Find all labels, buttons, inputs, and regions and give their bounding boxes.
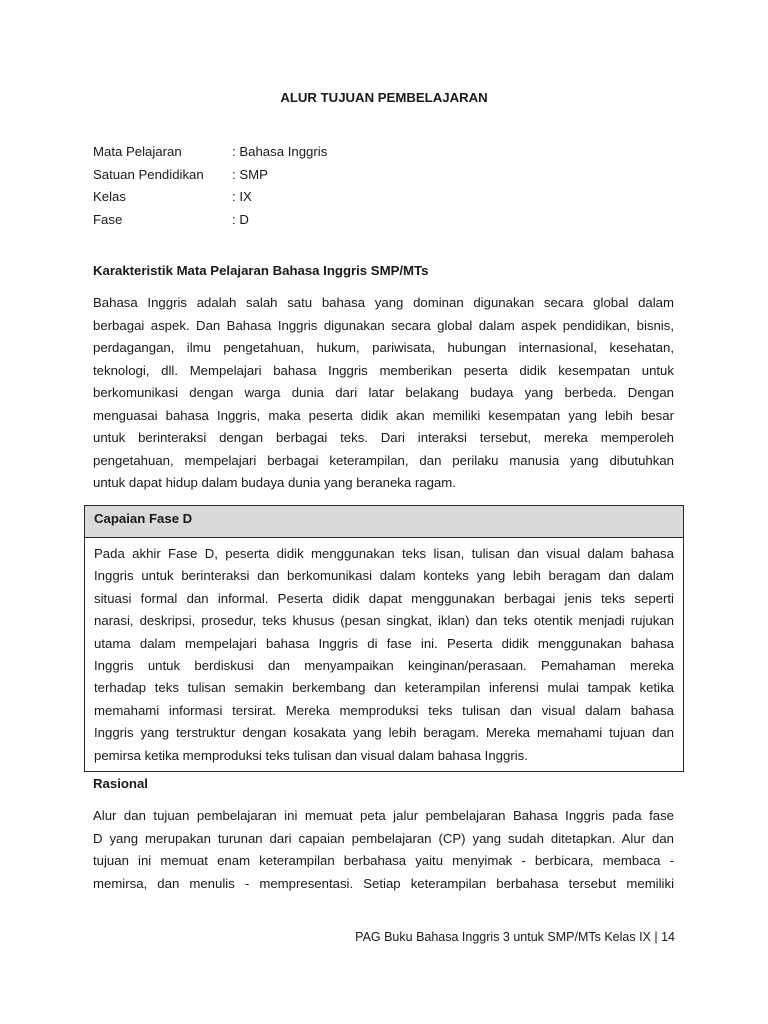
paragraph-line: pengetahuan, mempelajari berbagai keterampilan, dan perilaku manusia yang dibutuhkan [93, 452, 674, 468]
paragraph-line: memirsa, dan menulis - mempresentasi. Setiap keterampilan berbahasa tersebut memiliki [93, 875, 674, 891]
paragraph-line: Inggris untuk berinteraksi dan berkomunikasi dalam konteks yang lebih beragam dan dalam [94, 568, 674, 584]
paragraph-line: berbagai aspek. Dan Bahasa Inggris digunakan secara global dalam aspek pendidikan, bisnis, [93, 317, 674, 333]
paragraph-line: untuk dapat hidup dalam budaya dunia yang beraneka ragam. [93, 475, 456, 490]
meta-value: : Bahasa Inggris [232, 144, 328, 159]
paragraph-line: Inggris yang terstruktur dengan kosakata yang lebih beragam. Mereka memahami tujuan dan [94, 725, 674, 741]
paragraph-line: Alur dan tujuan pembelajaran ini memuat peta jalur pembelajaran Bahasa Inggris pada fase [93, 808, 674, 823]
meta-label: Satuan Pendidikan [93, 166, 204, 182]
meta-row-school-level [93, 164, 327, 187]
paragraph-line: Inggris untuk berdiskusi dan menyampaikan keinginan/perasaan. Pemahaman mereka [94, 657, 674, 673]
paragraph-line: teknologi, dll. Mempelajari bahasa Inggris memberikan peserta didik kesempatan untuk [93, 362, 674, 378]
meta-label: Kelas [93, 189, 126, 204]
paragraph-line: narasi, deskripsi, prosedur, teks khusus (pesan singkat, iklan) dan teks otentik menjadi rujukan [94, 613, 674, 629]
page-footer: PAG Buku Bahasa Inggris 3 untuk SMP/MTs Kelas IX | 14 [355, 930, 675, 944]
meta-row-phase [93, 209, 327, 232]
paragraph-line: pemirsa ketika memproduksi teks tulisan dan visual dalam bahasa Inggris. [94, 747, 528, 763]
meta-label: Fase [93, 211, 123, 227]
meta-value: : D [232, 211, 249, 227]
paragraph-line: situasi formal dan informal. Peserta didik dapat menggunakan berbagai jenis teks seperti [94, 590, 674, 606]
paragraph-line: Pada akhir Fase D, peserta didik menggunakan teks lisan, tulisan dan visual dalam bahasa [94, 546, 674, 561]
meta-row-class [93, 186, 327, 209]
meta-value: : IX [232, 189, 252, 204]
paragraph-line: menguasai bahasa Inggris, maka peserta didik akan memiliki kesempatan yang lebih besar [93, 407, 674, 423]
meta-row-subject [93, 141, 327, 164]
page-title: ALUR TUJUAN PEMBELAJARAN [280, 90, 488, 105]
karakteristik-paragraph [93, 292, 674, 495]
meta-value: : SMP [232, 166, 268, 182]
rasional-heading: Rasional [93, 776, 148, 791]
paragraph-line: D yang merupakan turunan dari capaian pembelajaran (CP) yang sudah ditetapkan. Alur dan [93, 830, 674, 846]
paragraph-line: utama dalam mempelajari bahasa Inggris di fase ini. Peserta didik menggunakan bahasa [94, 635, 674, 651]
paragraph-line: terhadap teks tulisan semakin berkembang dan keterampilan inferensi mulai tampak ketika [94, 680, 674, 696]
paragraph-line: untuk berinteraksi dengan berbagai teks. Dari interaksi tersebut, mereka memperoleh [93, 430, 674, 445]
paragraph-line: tujuan ini memuat enam keterampilan berbahasa yaitu menyimak - berbicara, membaca - [93, 853, 674, 868]
capaian-fase-box [84, 505, 684, 772]
capaian-heading: Capaian Fase D [85, 506, 683, 538]
capaian-paragraph [85, 538, 683, 771]
karakteristik-heading: Karakteristik Mata Pelajaran Bahasa Inggris SMP/MTs [93, 263, 429, 278]
rasional-paragraph [93, 805, 674, 895]
paragraph-line: berkomunikasi dengan warga dunia dari latar belakang budaya yang berbeda. Dengan [93, 385, 674, 400]
paragraph-line: Bahasa Inggris adalah salah satu bahasa yang dominan digunakan secara global dalam [93, 295, 674, 310]
paragraph-line: perdagangan, ilmu pengetahuan, hukum, pariwisata, hubungan internasional, kesehatan, [93, 340, 674, 355]
subject-info-table [93, 141, 327, 231]
paragraph-line: memahami informasi tersirat. Mereka memproduksi teks tulisan dan visual dalam bahasa [94, 702, 674, 718]
meta-label: Mata Pelajaran [93, 144, 182, 159]
